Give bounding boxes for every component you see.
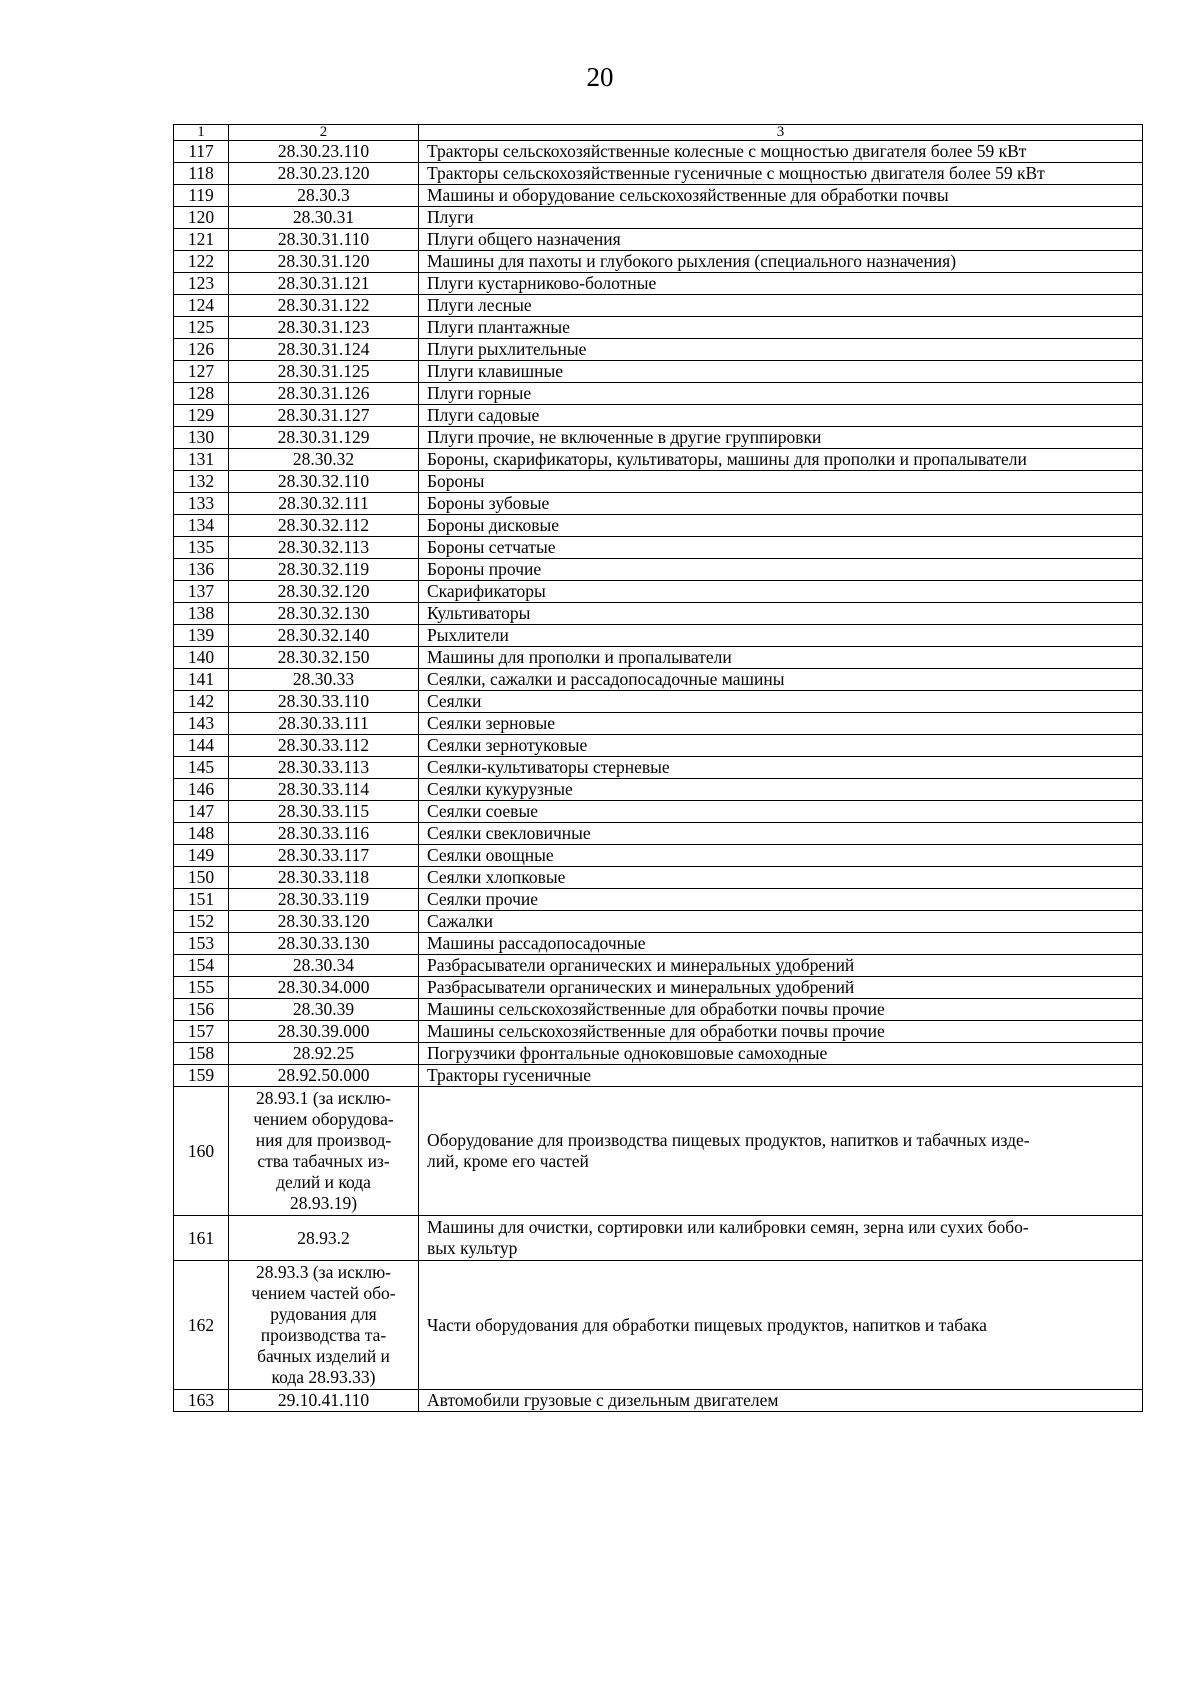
row-code: 28.30.31.121 (229, 273, 419, 295)
row-code: 28.30.34 (229, 955, 419, 977)
row-number: 161 (174, 1216, 229, 1261)
row-code: 29.10.41.110 (229, 1390, 419, 1412)
row-code: 28.30.33 (229, 669, 419, 691)
table-row (174, 361, 1143, 383)
row-code: 28.30.34.000 (229, 977, 419, 999)
row-number: 117 (174, 141, 229, 163)
row-number: 123 (174, 273, 229, 295)
column-header-name: 3 (419, 125, 1143, 141)
row-code: 28.30.33.112 (229, 735, 419, 757)
row-number: 155 (174, 977, 229, 999)
row-name: Бороны прочие (419, 559, 1143, 581)
row-number: 147 (174, 801, 229, 823)
row-code: 28.30.32.112 (229, 515, 419, 537)
table-row (174, 141, 1143, 163)
row-number: 127 (174, 361, 229, 383)
row-number: 157 (174, 1021, 229, 1043)
row-code: 28.30.32.110 (229, 471, 419, 493)
table-row (174, 273, 1143, 295)
row-code: 28.30.33.111 (229, 713, 419, 735)
row-name: Разбрасыватели органических и минеральных удобрений (419, 955, 1143, 977)
row-number: 121 (174, 229, 229, 251)
table-row (174, 889, 1143, 911)
row-name: Сеялки, сажалки и рассадопосадочные машины (419, 669, 1143, 691)
table-row (174, 207, 1143, 229)
row-name: Сеялки хлопковые (419, 867, 1143, 889)
row-number: 129 (174, 405, 229, 427)
row-name: Плуги общего назначения (419, 229, 1143, 251)
table-row (174, 1216, 1143, 1261)
table-row (174, 999, 1143, 1021)
row-code: 28.30.31.129 (229, 427, 419, 449)
row-code: 28.30.39.000 (229, 1021, 419, 1043)
row-code: 28.30.33.113 (229, 757, 419, 779)
table-row (174, 669, 1143, 691)
row-name: Плуги клавишные (419, 361, 1143, 383)
row-name: Машины сельскохозяйственные для обработки почвы прочие (419, 999, 1143, 1021)
table-row (174, 779, 1143, 801)
row-number: 136 (174, 559, 229, 581)
table-row (174, 933, 1143, 955)
row-name: Плуги лесные (419, 295, 1143, 317)
table-row (174, 229, 1143, 251)
row-number: 160 (174, 1087, 229, 1216)
row-name: Скарификаторы (419, 581, 1143, 603)
table-row (174, 1261, 1143, 1390)
row-name: Плуги садовые (419, 405, 1143, 427)
row-name: Сеялки зернотуковые (419, 735, 1143, 757)
table-row (174, 515, 1143, 537)
row-code: 28.30.33.115 (229, 801, 419, 823)
row-number: 122 (174, 251, 229, 273)
row-name: Машины для пахоты и глубокого рыхления (специального назначения) (419, 251, 1143, 273)
row-code: 28.30.31.123 (229, 317, 419, 339)
table-row (174, 581, 1143, 603)
row-code: 28.30.32.120 (229, 581, 419, 603)
table-row (174, 427, 1143, 449)
row-code: 28.30.33.117 (229, 845, 419, 867)
row-code: 28.93.1 (за исклю- чением оборудова- ния для производ- ства табачных из- делий и кода 28.93.19) (229, 1087, 419, 1216)
row-code: 28.30.32.130 (229, 603, 419, 625)
row-name: Тракторы сельскохозяйственные гусеничные с мощностью двигателя более 59 кВт (419, 163, 1143, 185)
row-number: 158 (174, 1043, 229, 1065)
table-row (174, 1087, 1143, 1216)
row-name: Машины для очистки, сортировки или калибровки семян, зерна или сухих бобо- вых культур (419, 1216, 1143, 1261)
table-row (174, 867, 1143, 889)
row-number: 163 (174, 1390, 229, 1412)
table-row (174, 603, 1143, 625)
row-name: Машины и оборудование сельскохозяйственные для обработки почвы (419, 185, 1143, 207)
column-header-number: 1 (174, 125, 229, 141)
table-row (174, 405, 1143, 427)
row-number: 152 (174, 911, 229, 933)
row-name: Разбрасыватели органических и минеральных удобрений (419, 977, 1143, 999)
row-code: 28.30.32.140 (229, 625, 419, 647)
row-number: 125 (174, 317, 229, 339)
table-row (174, 449, 1143, 471)
row-code: 28.30.33.114 (229, 779, 419, 801)
row-number: 144 (174, 735, 229, 757)
row-name: Сеялки соевые (419, 801, 1143, 823)
row-code: 28.30.33.119 (229, 889, 419, 911)
table-row (174, 559, 1143, 581)
row-code: 28.30.33.130 (229, 933, 419, 955)
row-number: 135 (174, 537, 229, 559)
table-row (174, 823, 1143, 845)
table-row (174, 647, 1143, 669)
row-code: 28.30.31 (229, 207, 419, 229)
row-number: 131 (174, 449, 229, 471)
row-code: 28.30.32.119 (229, 559, 419, 581)
row-name: Плуги (419, 207, 1143, 229)
row-number: 156 (174, 999, 229, 1021)
row-code: 28.30.32.111 (229, 493, 419, 515)
row-name: Бороны, скарификаторы, культиваторы, машины для прополки и пропалыватели (419, 449, 1143, 471)
table-row (174, 295, 1143, 317)
row-name: Сеялки свекловичные (419, 823, 1143, 845)
table-row (174, 911, 1143, 933)
classifier-table (173, 124, 1143, 1412)
row-name: Погрузчики фронтальные одноковшовые самоходные (419, 1043, 1143, 1065)
row-name: Бороны (419, 471, 1143, 493)
row-name: Автомобили грузовые с дизельным двигателем (419, 1390, 1143, 1412)
row-number: 143 (174, 713, 229, 735)
row-code: 28.30.32.113 (229, 537, 419, 559)
row-name: Плуги горные (419, 383, 1143, 405)
row-name: Плуги рыхлительные (419, 339, 1143, 361)
row-code: 28.30.33.118 (229, 867, 419, 889)
row-code: 28.30.31.125 (229, 361, 419, 383)
row-name: Рыхлители (419, 625, 1143, 647)
row-number: 149 (174, 845, 229, 867)
row-name: Бороны зубовые (419, 493, 1143, 515)
row-name: Сажалки (419, 911, 1143, 933)
row-name: Плуги кустарниково-болотные (419, 273, 1143, 295)
table-row (174, 1021, 1143, 1043)
row-name: Тракторы сельскохозяйственные колесные с мощностью двигателя более 59 кВт (419, 141, 1143, 163)
table-row (174, 713, 1143, 735)
table-row (174, 471, 1143, 493)
row-name: Сеялки-культиваторы стерневые (419, 757, 1143, 779)
row-code: 28.93.2 (229, 1216, 419, 1261)
table-row (174, 1043, 1143, 1065)
row-number: 140 (174, 647, 229, 669)
row-number: 159 (174, 1065, 229, 1087)
row-code: 28.30.39 (229, 999, 419, 1021)
table-row (174, 317, 1143, 339)
row-code: 28.30.3 (229, 185, 419, 207)
row-name: Культиваторы (419, 603, 1143, 625)
table-row (174, 537, 1143, 559)
table-row (174, 625, 1143, 647)
row-name: Тракторы гусеничные (419, 1065, 1143, 1087)
table-row (174, 493, 1143, 515)
row-name: Плуги прочие, не включенные в другие группировки (419, 427, 1143, 449)
row-code: 28.30.31.110 (229, 229, 419, 251)
row-number: 146 (174, 779, 229, 801)
table-row (174, 185, 1143, 207)
row-name: Сеялки овощные (419, 845, 1143, 867)
row-number: 139 (174, 625, 229, 647)
row-name: Машины сельскохозяйственные для обработки почвы прочие (419, 1021, 1143, 1043)
row-name: Плуги плантажные (419, 317, 1143, 339)
row-code: 28.30.31.124 (229, 339, 419, 361)
header-row (174, 125, 1143, 141)
page-number: 20 (586, 62, 614, 92)
row-code: 28.30.33.116 (229, 823, 419, 845)
table-row (174, 845, 1143, 867)
row-number: 154 (174, 955, 229, 977)
table-row (174, 735, 1143, 757)
row-code: 28.30.31.126 (229, 383, 419, 405)
row-number: 153 (174, 933, 229, 955)
table-row (174, 977, 1143, 999)
table-row (174, 163, 1143, 185)
row-number: 162 (174, 1261, 229, 1390)
row-code: 28.30.33.110 (229, 691, 419, 713)
row-name: Машины для прополки и пропалыватели (419, 647, 1143, 669)
row-code: 28.30.23.120 (229, 163, 419, 185)
row-name: Сеялки прочие (419, 889, 1143, 911)
row-name: Бороны дисковые (419, 515, 1143, 537)
row-name: Машины рассадопосадочные (419, 933, 1143, 955)
row-code: 28.30.31.122 (229, 295, 419, 317)
row-number: 142 (174, 691, 229, 713)
row-number: 119 (174, 185, 229, 207)
row-number: 138 (174, 603, 229, 625)
row-code: 28.30.33.120 (229, 911, 419, 933)
table-row (174, 955, 1143, 977)
row-number: 134 (174, 515, 229, 537)
row-number: 133 (174, 493, 229, 515)
row-code: 28.30.31.120 (229, 251, 419, 273)
table-row (174, 1065, 1143, 1087)
row-number: 145 (174, 757, 229, 779)
row-number: 126 (174, 339, 229, 361)
row-number: 124 (174, 295, 229, 317)
row-number: 130 (174, 427, 229, 449)
row-number: 128 (174, 383, 229, 405)
row-number: 150 (174, 867, 229, 889)
table-row (174, 339, 1143, 361)
row-number: 141 (174, 669, 229, 691)
row-code: 28.93.3 (за исклю- чением частей обо- рудования для производства та- бачных изделий и кода 28.93.33) (229, 1261, 419, 1390)
row-code: 28.30.23.110 (229, 141, 419, 163)
row-number: 137 (174, 581, 229, 603)
table-row (174, 1390, 1143, 1412)
row-code: 28.30.31.127 (229, 405, 419, 427)
row-code: 28.30.32.150 (229, 647, 419, 669)
row-code: 28.92.50.000 (229, 1065, 419, 1087)
row-number: 120 (174, 207, 229, 229)
row-name: Сеялки (419, 691, 1143, 713)
table-row (174, 383, 1143, 405)
row-code: 28.30.32 (229, 449, 419, 471)
table-row (174, 757, 1143, 779)
row-name: Сеялки зерновые (419, 713, 1143, 735)
table-row (174, 251, 1143, 273)
row-name: Оборудование для производства пищевых продуктов, напитков и табачных изде- лий, кроме его частей (419, 1087, 1143, 1216)
row-name: Бороны сетчатые (419, 537, 1143, 559)
table-row (174, 801, 1143, 823)
row-name: Части оборудования для обработки пищевых продуктов, напитков и табака (419, 1261, 1143, 1390)
table-row (174, 691, 1143, 713)
column-header-code: 2 (229, 125, 419, 141)
row-name: Сеялки кукурузные (419, 779, 1143, 801)
row-number: 151 (174, 889, 229, 911)
row-number: 148 (174, 823, 229, 845)
row-number: 118 (174, 163, 229, 185)
table-body (174, 141, 1143, 1412)
row-code: 28.92.25 (229, 1043, 419, 1065)
row-number: 132 (174, 471, 229, 493)
